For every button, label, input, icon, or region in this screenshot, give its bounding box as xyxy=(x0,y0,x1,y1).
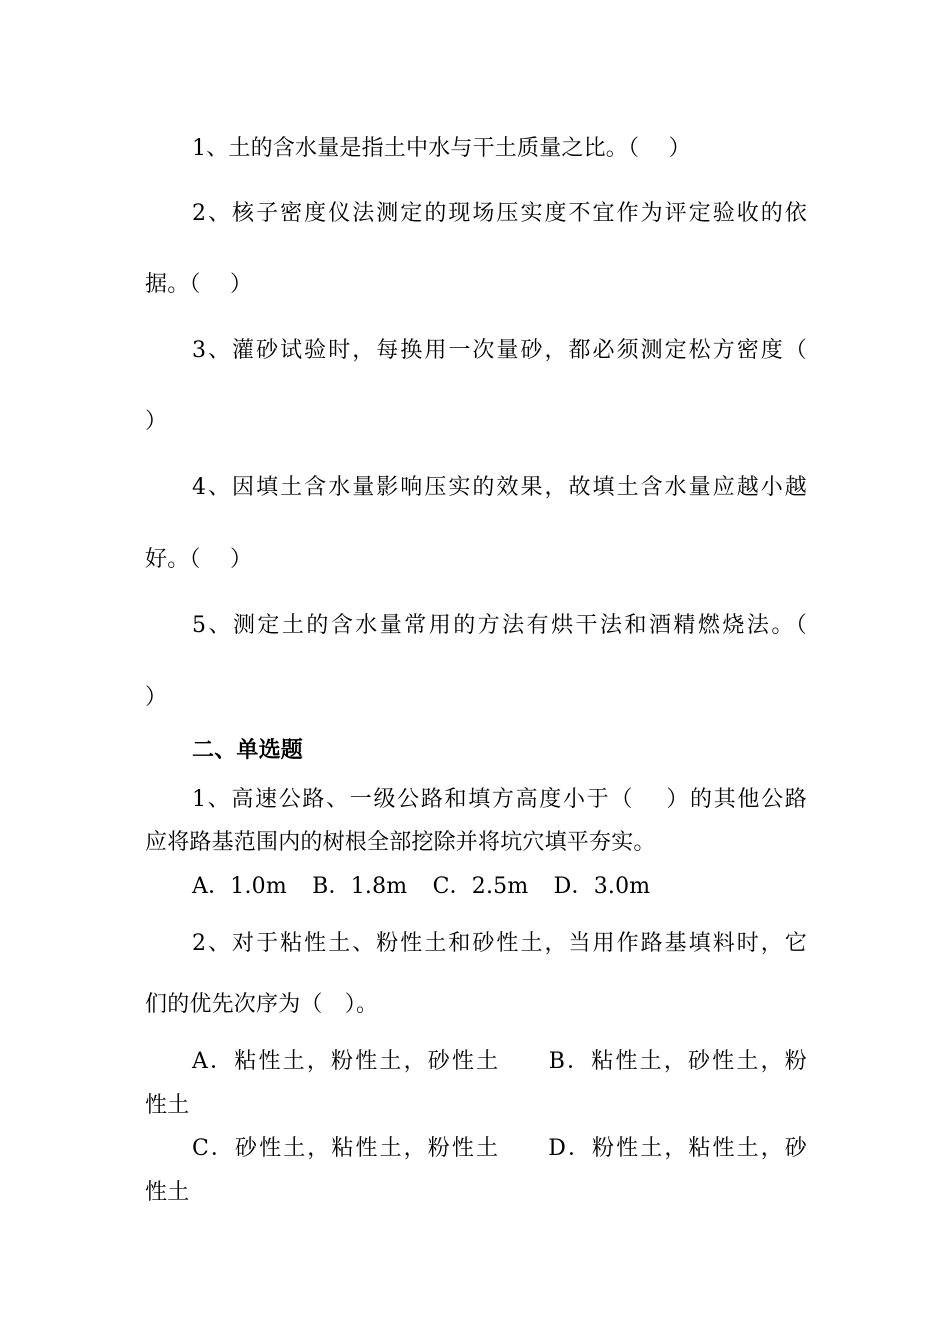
option-b: B．1.8m xyxy=(312,874,408,899)
section-heading: 二、单选题 xyxy=(192,737,304,763)
mc-question-2-line1: 2、对于粘性土、粉性土和砂性土，当用作路基填料时，它 xyxy=(192,931,807,956)
mc-question-1-options xyxy=(192,872,807,902)
tf-item-3-line2: ） xyxy=(145,409,168,434)
mc-question-2-options-ab-cont: 性土 xyxy=(145,1093,190,1118)
tf-item-2-line1: 2、核子密度仪法测定的现场压实度不宜作为评定验收的依 xyxy=(192,201,807,226)
tf-item-5-line1: 5、测定土的含水量常用的方法有烘干法和酒精燃烧法。（ xyxy=(192,613,807,638)
tf-item-5-line2: ） xyxy=(145,685,168,710)
option-a: A．1.0m xyxy=(192,874,287,899)
option-c: C．2.5m xyxy=(432,874,529,899)
option-d: D．3.0m xyxy=(553,874,651,899)
tf-item-4-line2: 好。（ ） xyxy=(145,547,253,572)
mc-question-2-line2: 们的优先次序为（ ）。 xyxy=(145,992,379,1017)
tf-item-1: 1、土的含水量是指土中水与干土质量之比。（ ） xyxy=(192,136,691,161)
tf-item-4-line1: 4、因填土含水量影响压实的效果，故填土含水量应越小越 xyxy=(192,475,807,500)
mc-question-2-options-cd-cont: 性土 xyxy=(145,1180,190,1205)
mc-question-1-line1: 1、高速公路、一级公路和填方高度小于（ ）的其他公路 xyxy=(192,787,807,812)
mc-question-1-line2: 应将路基范围内的树根全部挖除并将坑穴填平夯实。 xyxy=(145,830,656,855)
tf-item-3-line1: 3、灌砂试验时，每换用一次量砂，都必须测定松方密度（ xyxy=(192,338,807,363)
mc-question-2-options-ab: A．粘性土，粉性土，砂性土 B．粘性土，砂性土，粉 xyxy=(192,1049,807,1074)
tf-item-2-line2: 据。（ ） xyxy=(145,272,253,297)
mc-question-2-options-cd: C．砂性土，粘性土，粉性土 D．粉性土，粘性土，砂 xyxy=(192,1136,807,1161)
